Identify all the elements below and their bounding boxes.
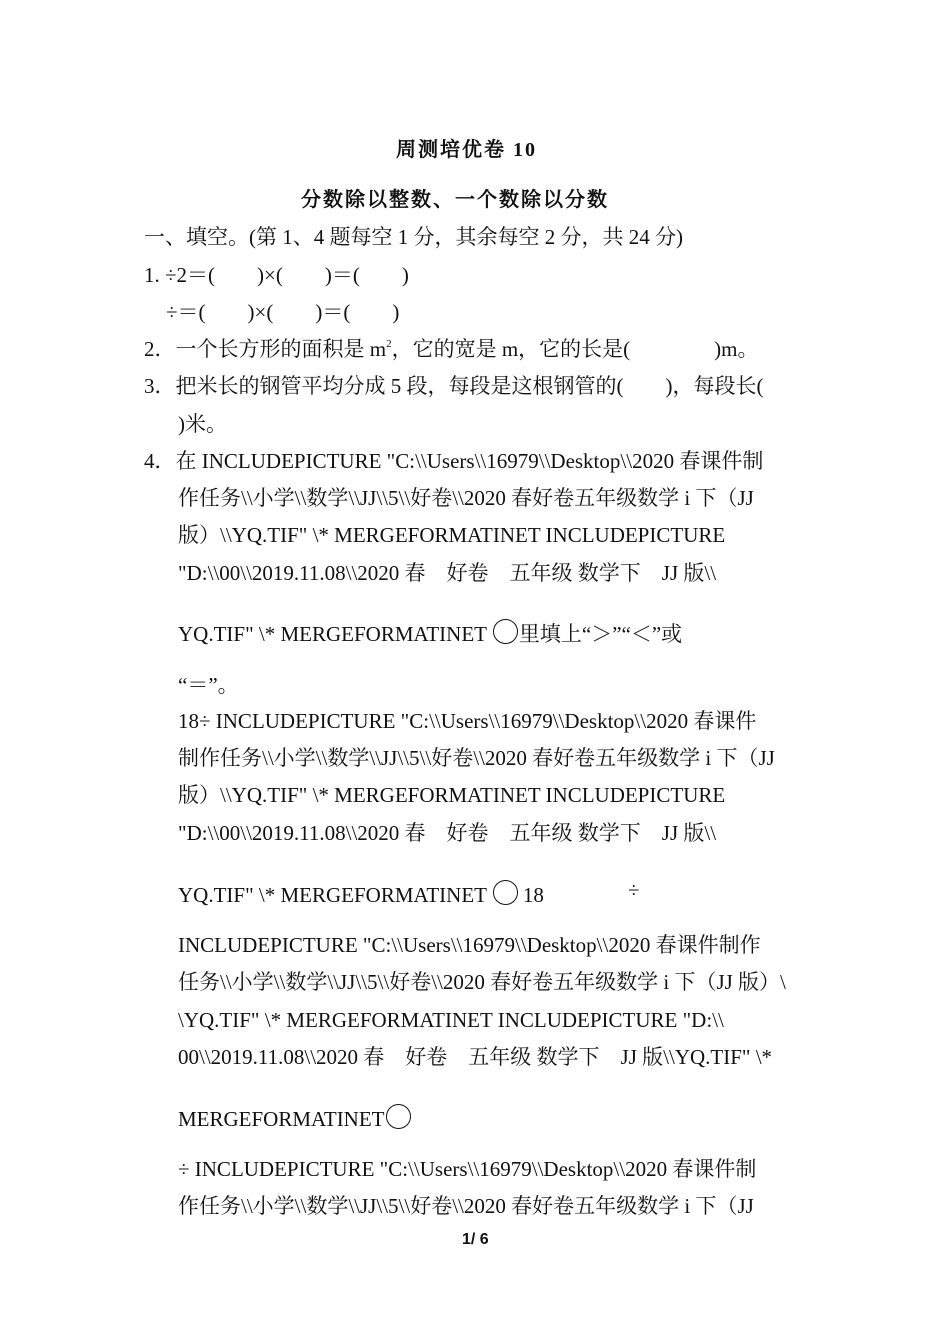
division-sign: ÷ <box>628 878 640 902</box>
question-4-line-5 <box>178 619 682 645</box>
question-4-line-6: “＝”。 <box>178 673 239 697</box>
compare-2-tail-text: MERGEFORMATINET <box>178 1107 385 1131</box>
question-1-line-1: 1. ÷2＝( )×( )＝( ) <box>144 263 409 287</box>
comparison-circle-blank[interactable] <box>493 619 518 644</box>
superscript-2: 2 <box>386 338 392 350</box>
page-number: 1/ 6 <box>462 1231 489 1248</box>
page-subtitle: 分数除以整数、一个数除以分数 <box>301 189 609 211</box>
compare-1-tail-text: YQ.TIF" \* MERGEFORMATINET <box>178 883 492 907</box>
compare-2-line-4: 00\\2019.11.08\\2020 春 好卷 五年级 数学下 JJ 版\\YQ.TIF" \* <box>178 1045 773 1069</box>
comparison-circle-blank[interactable] <box>493 880 518 905</box>
question-4-line-3: 版）\\YQ.TIF" \* MERGEFORMATINET INCLUDEPICTURE <box>178 523 726 547</box>
compare-2-line-3: \YQ.TIF" \* MERGEFORMATINET INCLUDEPICTURE "D:\\ <box>178 1008 724 1032</box>
question-2 <box>144 339 759 360</box>
question-2-text-after: ，它的宽是 m，它的长是( )m。 <box>391 337 759 361</box>
compare-1-line-2: 制作任务\\小学\\数学\\JJ\\5\\好卷\\2020 春好卷五年级数学 i 下（JJ <box>178 746 775 770</box>
page-title: 周测培优卷 10 <box>396 139 537 161</box>
question-4-tail-text: YQ.TIF" \* MERGEFORMATINET <box>178 622 492 646</box>
question-3-line-2: )米。 <box>178 412 227 436</box>
compare-1-line-5 <box>178 878 640 907</box>
question-1-line-2: ÷＝( )×( )＝( ) <box>166 300 400 324</box>
comparison-circle-blank[interactable] <box>386 1104 411 1129</box>
question-4-line-4: "D:\\00\\2019.11.08\\2020 春 好卷 五年级 数学下 JJ 版\\ <box>178 561 717 585</box>
compare-2-dividend: 18 <box>522 883 544 907</box>
question-4-line-1: 4．在 INCLUDEPICTURE "C:\\Users\\16979\\Desktop\\2020 春课件制 <box>144 449 764 473</box>
question-4-line-2: 作任务\\小学\\数学\\JJ\\5\\好卷\\2020 春好卷五年级数学 i 下（JJ <box>178 486 754 510</box>
compare-2-line-2: 任务\\小学\\数学\\JJ\\5\\好卷\\2020 春好卷五年级数学 i 下（JJ 版）\ <box>178 970 786 994</box>
compare-1-line-4: "D:\\00\\2019.11.08\\2020 春 好卷 五年级 数学下 JJ 版\\ <box>178 821 717 845</box>
question-4-instruction: 里填上“＞”“＜”或 <box>518 622 683 646</box>
compare-3-line-1: ÷ INCLUDEPICTURE "C:\\Users\\16979\\Desktop\\2020 春课件制 <box>178 1157 757 1181</box>
section-heading: 一、填空。(第 1、4 题每空 1 分，其余每空 2 分，共 24 分) <box>144 225 683 249</box>
question-3-line-1: 3．把米长的钢管平均分成 5 段，每段是这根钢管的( )，每段长( <box>144 374 764 398</box>
compare-1-line-1: 18÷ INCLUDEPICTURE "C:\\Users\\16979\\Desktop\\2020 春课件 <box>178 709 757 733</box>
question-2-text-before: 2．一个长方形的面积是 m <box>144 337 387 361</box>
compare-2-line-1: INCLUDEPICTURE "C:\\Users\\16979\\Desktop\\2020 春课件制作 <box>178 933 761 957</box>
compare-2-line-5 <box>178 1104 412 1130</box>
compare-1-line-3: 版）\\YQ.TIF" \* MERGEFORMATINET INCLUDEPICTURE <box>178 783 726 807</box>
compare-3-line-2: 作任务\\小学\\数学\\JJ\\5\\好卷\\2020 春好卷五年级数学 i 下（JJ <box>178 1194 754 1218</box>
